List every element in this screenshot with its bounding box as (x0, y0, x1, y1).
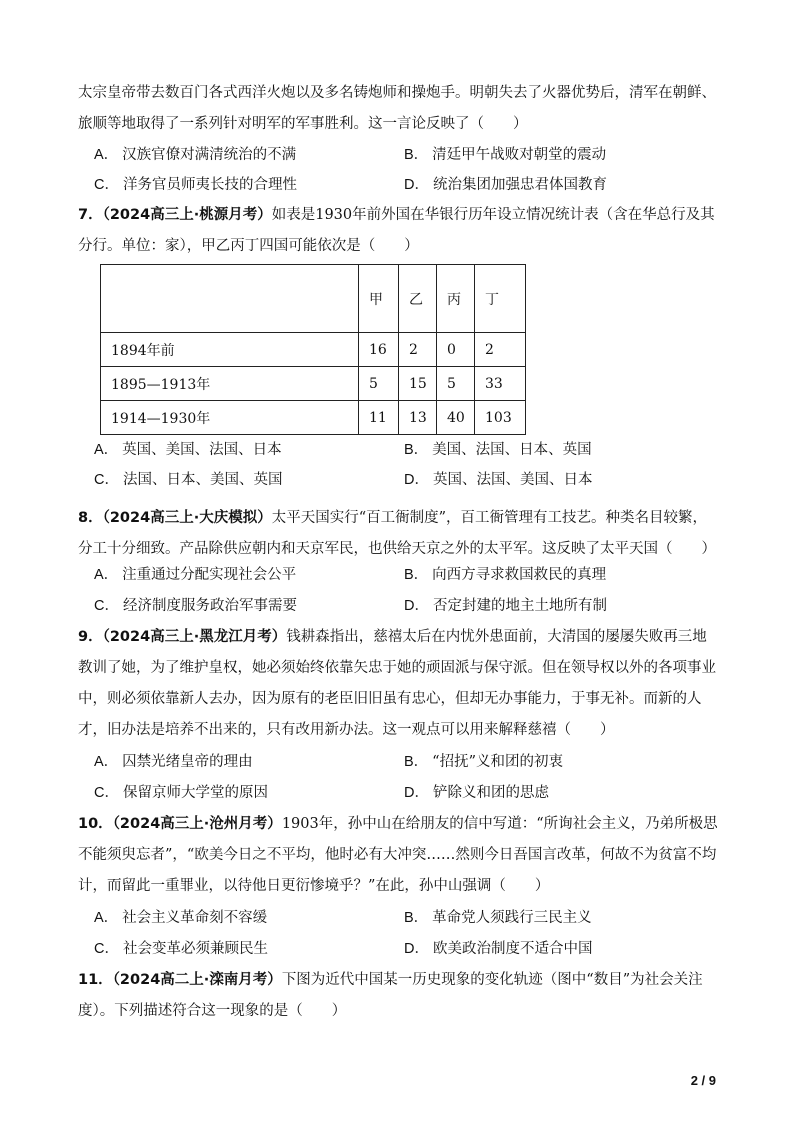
q6-option-b[interactable]: B． 清廷甲午战败对朝堂的震动 (404, 147, 607, 163)
q9-option-d[interactable]: D． 铲除义和团的思虑 (404, 785, 549, 801)
q10-option-d[interactable]: D． 欧美政治制度不适合中国 (404, 941, 593, 957)
table-cell: 33 (475, 367, 526, 401)
page-number: 2 / 9 (690, 1073, 716, 1088)
q7-option-a[interactable]: A． 英国、美国、法国、日本 (94, 442, 282, 458)
q8-option-d[interactable]: D． 否定封建的地主土地所有制 (404, 598, 607, 614)
q7-option-b[interactable]: B． 美国、法国、日本、英国 (404, 442, 592, 458)
table-cell: 103 (475, 401, 526, 435)
table-header-cell: 丁 (475, 265, 526, 333)
table-row (101, 367, 526, 401)
table-header-cell: 甲 (359, 265, 399, 333)
table-cell: 1895—1913年 (101, 367, 359, 401)
table-header-cell: 乙 (399, 265, 437, 333)
q10-option-b[interactable]: B． 革命党人须践行三民主义 (404, 910, 592, 926)
table-cell: 40 (437, 401, 475, 435)
table-row (101, 333, 526, 367)
q6-stem: 太宗皇帝带去数百门各式西洋火炮以及多名铸炮师和操炮手。明朝失去了火器优势后，清军在朝鲜、旅顺等地取得了一系列针对明军的军事胜利。这一言论反映了（ ） (78, 85, 716, 132)
q6-option-d[interactable]: D． 统治集团加强忠君体国教育 (404, 177, 607, 193)
q7-option-c[interactable]: C． 法国、日本、美国、英国 (94, 472, 283, 488)
q10-stem: 10．（2024高三上·沧州月考）1903年，孙中山在给朋友的信中写道：“所询社会主义，乃弟所极思不能须臾忘者”，“欧美今日之不平均，他时必有大冲突……然则今日吾国言改革，何故不为贫富不均计，而留此一重罪业，以待他日更衍惨境乎？”在此，孙中山强调（ ） (78, 816, 718, 894)
q10-option-c[interactable]: C． 社会变革必须兼顾民生 (94, 941, 268, 957)
q6-option-a[interactable]: A． 汉族官僚对满清统治的不满 (94, 147, 297, 163)
q9-option-c[interactable]: C． 保留京师大学堂的原因 (94, 785, 268, 801)
table-cell: 11 (359, 401, 399, 435)
q8-option-a[interactable]: A． 注重通过分配实现社会公平 (94, 567, 297, 583)
table-cell: 1914—1930年 (101, 401, 359, 435)
q11-stem: 11．（2024高二上·滦南月考）下图为近代中国某一历史现象的变化轨迹（图中“数目”为社会关注度）。下列描述符合这一现象的是（ ） (78, 972, 703, 1019)
table-header-cell (101, 265, 359, 333)
q9-option-b[interactable]: B． “招抚”义和团的初衷 (404, 754, 563, 770)
table-cell: 13 (399, 401, 437, 435)
q6-option-c[interactable]: C． 洋务官员师夷长技的合理性 (94, 177, 297, 193)
foreign-banks-table (100, 264, 526, 435)
q9-stem: 9．（2024高三上·黑龙江月考）钱耕森指出，慈禧太后在内忧外患面前，大清国的屡屡失败再三地教训了她，为了维护皇权，她必须始终依靠矢忠于她的顽固派与保守派。但在领导权以外的各项事业中，则必须依靠新人去办，因为原有的老臣旧旧虽有忠心，但却无办事能力，于事无补。而新的人才，旧办法是培养不出来的，只有改用新办法。这一观点可以用来解释慈禧（ ） (78, 629, 716, 738)
table-cell: 15 (399, 367, 437, 401)
q8-option-c[interactable]: C． 经济制度服务政治军事需要 (94, 598, 297, 614)
table-header-cell: 丙 (437, 265, 475, 333)
q8-stem: 8．（2024高三上·大庆模拟）太平天国实行“百工衙制度”，百工衙管理有工技艺。种类名目较繁，分工十分细致。产品除供应朝内和天京军民，也供给天京之外的太平军。这反映了太平天国（ ） (78, 510, 716, 557)
q7-option-d[interactable]: D． 英国、法国、美国、日本 (404, 472, 593, 488)
q7-stem: 7．（2024高三上·桃源月考）如表是1930年前外国在华银行历年设立情况统计表（含在华总行及其分行。单位：家），甲乙丙丁四国可能依次是（ ） (78, 207, 715, 254)
table-cell: 5 (359, 367, 399, 401)
q8-option-b[interactable]: B． 向西方寻求救国救民的真理 (404, 567, 607, 583)
table-cell: 2 (399, 333, 437, 367)
q9-option-a[interactable]: A． 囚禁光绪皇帝的理由 (94, 754, 253, 770)
q10-option-a[interactable]: A． 社会主义革命刻不容缓 (94, 910, 268, 926)
table-cell: 5 (437, 367, 475, 401)
table-cell: 0 (437, 333, 475, 367)
table-cell: 2 (475, 333, 526, 367)
table-cell: 1894年前 (101, 333, 359, 367)
table-cell: 16 (359, 333, 399, 367)
table-header-row (101, 265, 526, 333)
table-row (101, 401, 526, 435)
